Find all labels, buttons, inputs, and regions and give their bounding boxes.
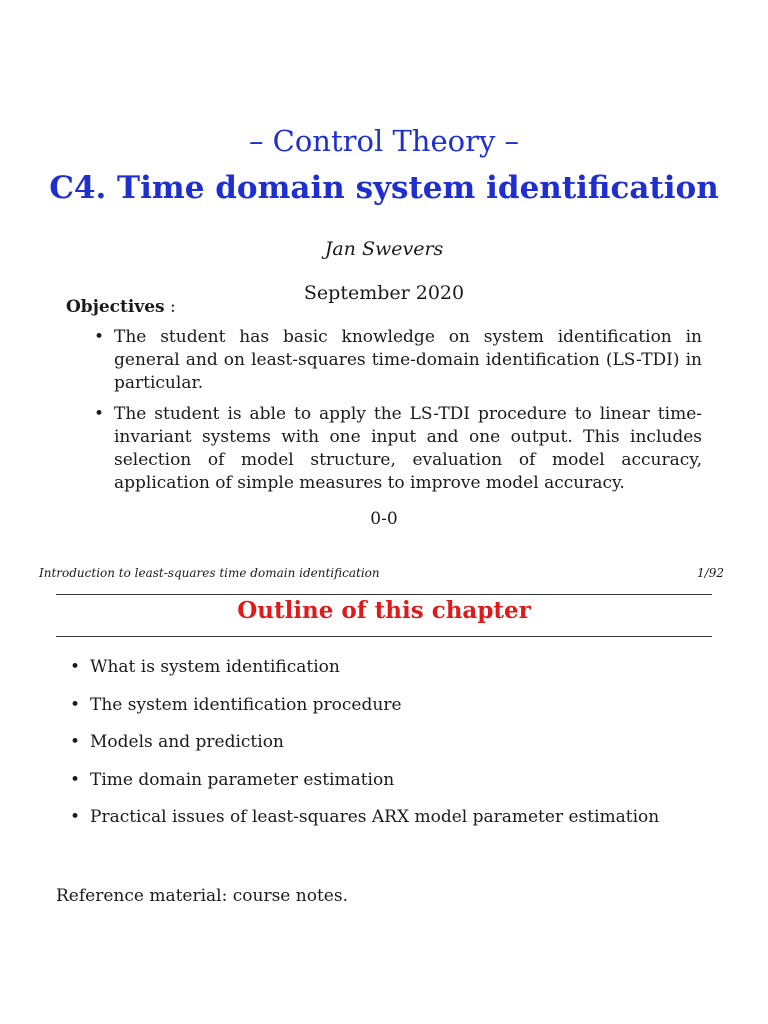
objectives-heading [66, 297, 176, 317]
objective-text: The student is able to apply the LS-TDI procedure to linear time-invariant systems with one input and one output. This includes selection of model structure, evaluation of model accuracy, application of simple measures to improve model accuracy. [114, 404, 702, 493]
outline-item [66, 806, 706, 844]
divider-top [56, 594, 712, 595]
bullet-icon: • [70, 694, 81, 715]
bullet-icon: • [70, 657, 81, 677]
reference-note: Reference material: course notes. [56, 886, 348, 906]
outline-item-text: Time domain parameter estimation [90, 769, 395, 790]
objective-text: The student has basic knowledge on system identification in general and on least-squares time-domain identification (LS-TDI) in particular. [114, 327, 702, 393]
outline-item-text: Models and prediction [90, 732, 284, 752]
bullet-icon: • [94, 327, 105, 347]
outline-list [66, 656, 706, 844]
outline-item-text: The system identification procedure [90, 694, 402, 715]
divider-bottom [56, 636, 712, 637]
bullet-icon: • [70, 807, 81, 827]
subject-title: – Control Theory – [248, 124, 520, 158]
outline-item [66, 731, 706, 769]
chapter-title: C4. Time domain system identification [49, 170, 719, 206]
date: September 2020 [303, 282, 465, 304]
outline-item [66, 694, 706, 732]
outline-item [66, 769, 706, 807]
bullet-icon: • [94, 404, 105, 424]
page-counter: 0-0 [370, 509, 398, 529]
bullet-icon: • [70, 769, 81, 790]
objective-item [90, 403, 702, 495]
objectives-label: Objectives [66, 297, 165, 317]
author: Jan Swevers [324, 238, 444, 260]
page-number: 1/92 [697, 566, 724, 580]
bullet-icon: • [70, 732, 81, 752]
objectives-colon: : [164, 297, 176, 317]
outline-item-text: Practical issues of least-squares ARX model parameter estimation [90, 807, 660, 827]
outline-item-text: What is system identification [90, 657, 340, 677]
outline-item [66, 656, 706, 694]
running-header: Introduction to least-squares time domain identification [39, 566, 380, 580]
outline-title: Outline of this chapter [237, 597, 531, 624]
objective-item [90, 326, 702, 395]
objectives-list [90, 326, 702, 503]
